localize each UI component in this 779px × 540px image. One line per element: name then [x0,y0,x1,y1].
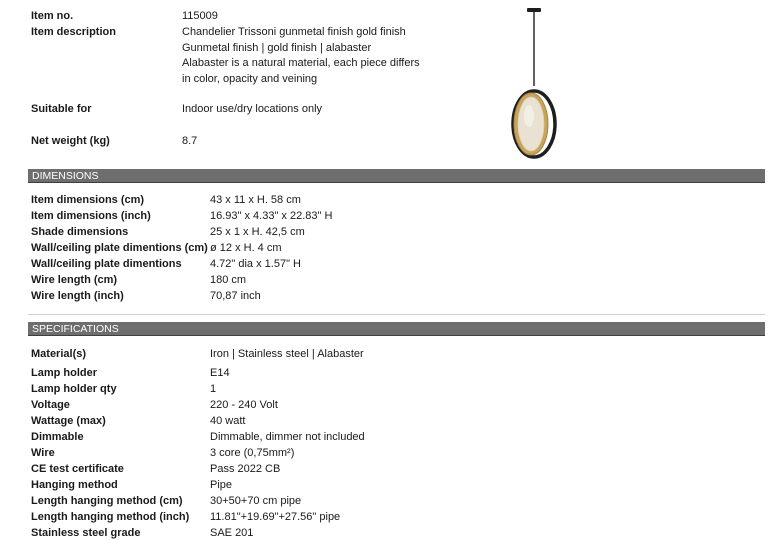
spec-row-value: Pass 2022 CB [210,463,281,475]
spec-row-label: CE test certificate [31,463,124,475]
dimension-row-value: 180 cm [210,274,247,286]
spec-row-value: 11.81"+19.69"+27.56" pipe [210,511,341,523]
net-weight-label: Net weight (kg) [31,135,110,147]
pendant-lamp-icon [500,0,580,165]
spec-row-value: 3 core (0,75mm²) [210,447,295,459]
spec-row-label: Hanging method [31,479,118,491]
item-description-line: Chandelier Trissoni gunmetal finish gold finish [182,26,406,38]
spec-row-value: 40 watt [210,415,246,427]
spec-row-label: Lamp holder [31,367,98,379]
spec-row-value: Pipe [210,479,233,491]
spec-row-label: Lamp holder qty [31,383,117,395]
dimension-row-value: 4.72" dia x 1.57" H [210,258,301,270]
spec-row-value: Dimmable, dimmer not included [210,431,365,443]
section-divider [28,314,765,315]
item-description-line: Alabaster is a natural material, each piece differs [182,57,420,69]
dimension-row-label: Wall/ceiling plate dimentions [31,258,182,270]
spec-row-label: Wattage (max) [31,415,106,427]
spec-row-label: Material(s) [31,348,87,360]
dimension-row-value: 70,87 inch [210,290,261,302]
dimension-row-label: Wire length (cm) [31,274,118,286]
dimension-row-label: Wall/ceiling plate dimentions (cm) [31,242,208,254]
dimension-row-label: Shade dimensions [31,226,129,238]
dimension-row-label: Item dimensions (cm) [31,194,145,206]
dimension-row-value: ø 12 x H. 4 cm [210,242,282,254]
spec-row-value: 30+50+70 cm pipe [210,495,302,507]
item-description-line: Gunmetal finish | gold finish | alabaster [182,41,372,54]
dimension-row-label: Item dimensions (inch) [31,210,151,222]
spec-row-label: Voltage [31,399,70,411]
suitable-for-label: Suitable for [31,103,92,115]
specifications-section-header: SPECIFICATIONS [28,322,765,336]
item-no-value: 115009 [182,10,218,22]
spec-row-value: 1 [210,383,217,395]
item-no-label: Item no. [31,10,74,22]
dimension-row-value: 43 x 11 x H. 58 cm [210,194,301,206]
spec-row-label: Length hanging method (cm) [31,495,183,507]
spec-row-label: Wire [31,447,55,459]
net-weight-value: 8.7 [182,135,198,147]
spec-row-value: E14 [210,367,230,379]
spec-row-label: Dimmable [31,431,84,443]
item-description-value [182,25,420,87]
dimension-row-value: 16.93" x 4.33" x 22.83" H [210,210,333,222]
spec-row-label: Length hanging method (inch) [31,511,190,523]
spec-row-value: Iron | Stainless steel | Alabaster [210,348,364,360]
suitable-for-value: Indoor use/dry locations only [182,103,323,115]
item-description-line: in color, opacity and veining [182,72,318,85]
spec-row-value: SAE 201 [210,527,254,539]
item-description-label: Item description [31,26,116,38]
dimension-row-value: 25 x 1 x H. 42,5 cm [210,226,305,238]
dimensions-section-header: DIMENSIONS [28,169,765,183]
dimension-row-label: Wire length (inch) [31,290,124,302]
spec-row-value: 220 - 240 Volt [210,399,278,411]
spec-row-label: Stainless steel grade [31,527,141,539]
